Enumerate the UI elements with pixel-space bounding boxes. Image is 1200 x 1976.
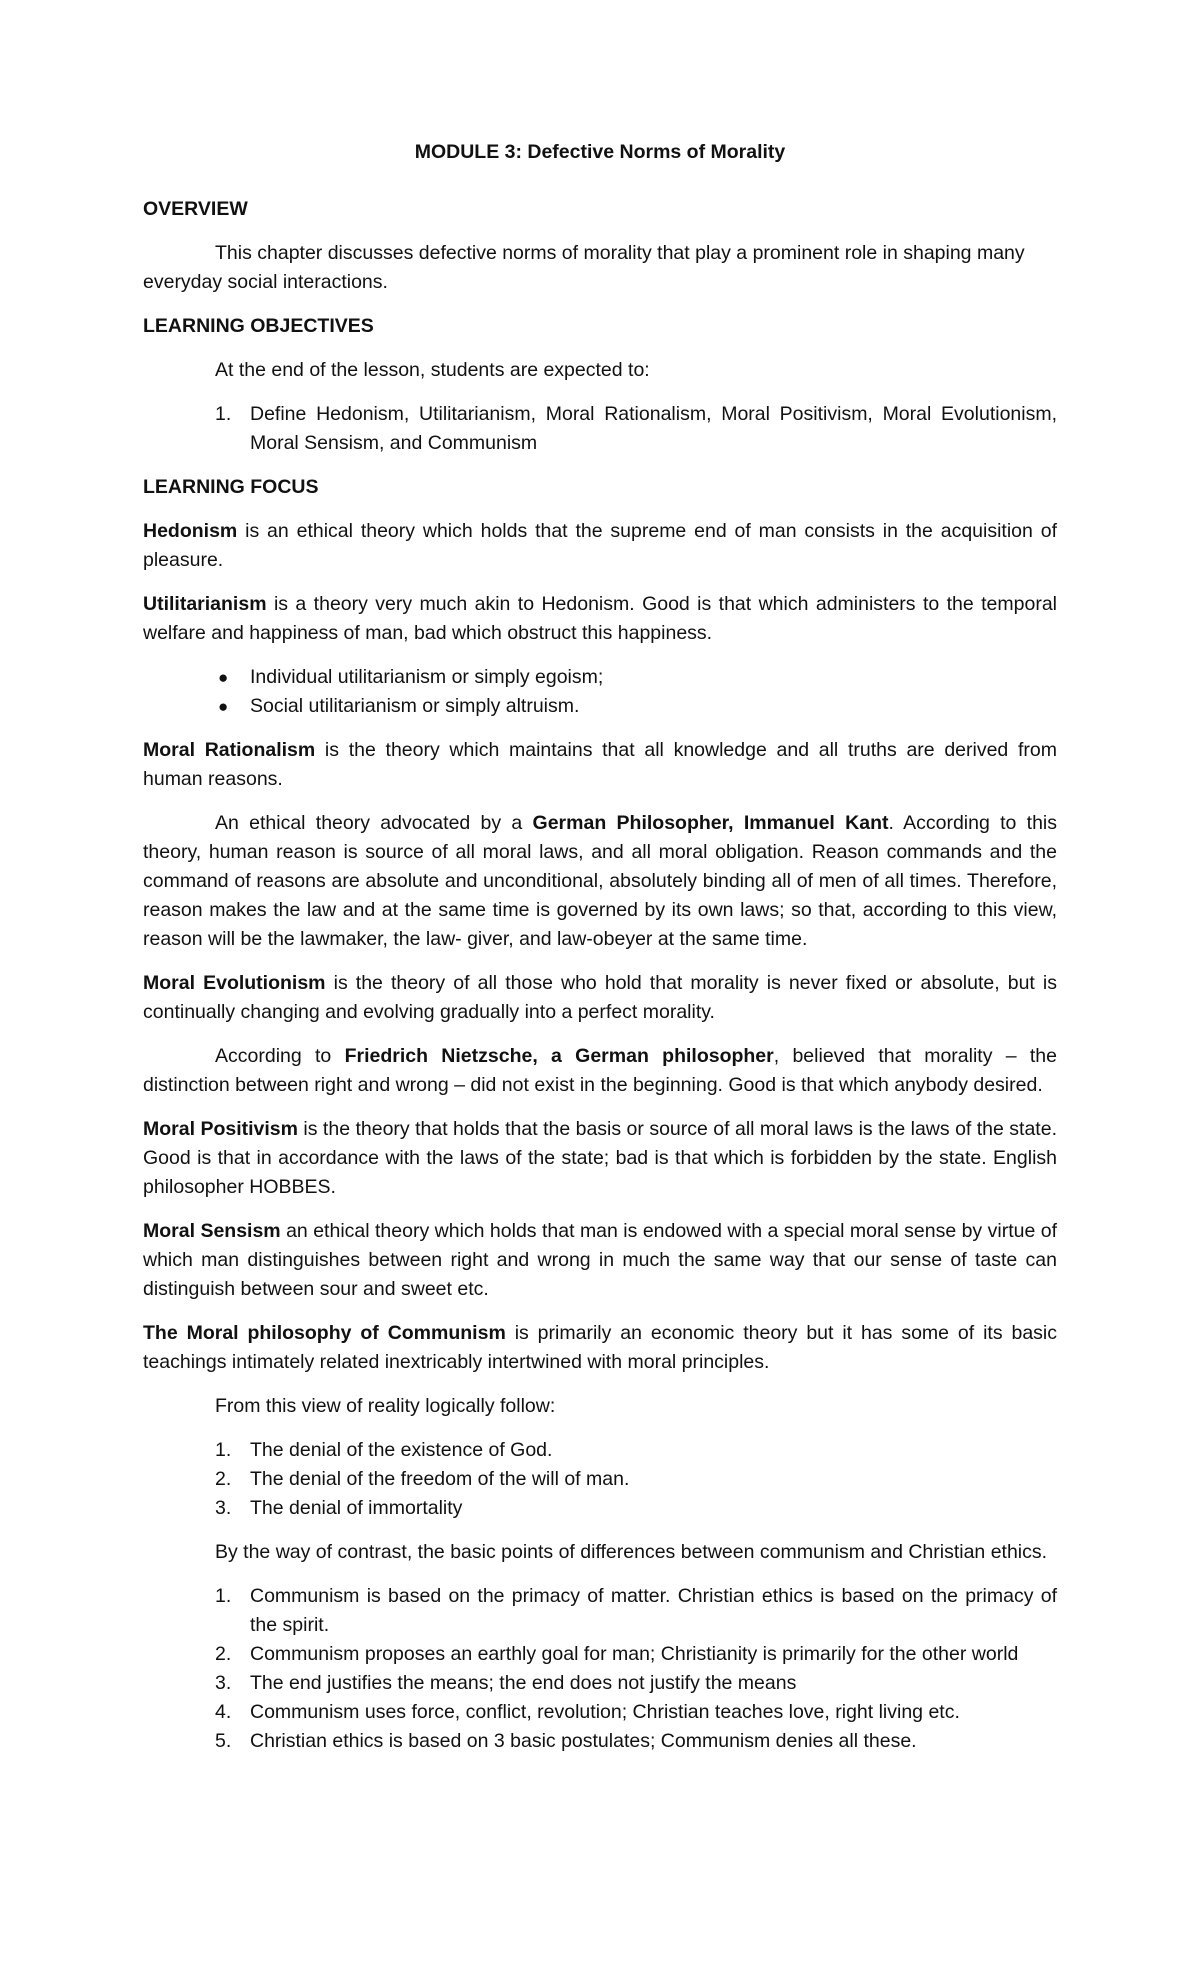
list-item (143, 1436, 1057, 1465)
list-marker: 5. (215, 1730, 232, 1752)
kant-paragraph (143, 809, 1057, 954)
list-item-text: Define Hedonism, Utilitarianism, Moral Rationalism, Moral Positivism, Moral Evolutionism, Moral Sensism, and Communism (250, 403, 1057, 454)
list-item-text: Social utilitarianism or simply altruism. (250, 695, 580, 717)
positivism-text: is the theory that holds that the basis or source of all moral laws is the laws of the state. Good is that in accordance with the laws of the state; bad is that which is forbidden by the state. English philosopher HOBBES. (143, 1118, 1057, 1198)
list-marker: 3. (215, 1672, 232, 1694)
list-marker: 1. (215, 1585, 232, 1607)
utilitarianism-term: Utilitarianism (143, 593, 267, 615)
kant-text-after: . According to this theory, human reason is source of all moral laws, and all moral obligation. Reason commands and the command of reasons are absolute and unconditional, absolutely binding all of men of all times. Therefore, reason makes the law and at the same time is governed by its own laws; so that, according to this view, reason will be the lawmaker, the law- giver, and law-obeyer at the same time. (143, 812, 1057, 950)
nietzsche-text-after: , believed that morality – the distinction between right and wrong – did not exist in the beginning. Good is that which anybody desired. (143, 1045, 1058, 1096)
positivism-term: Moral Positivism (143, 1118, 298, 1140)
objectives-list (143, 400, 1057, 458)
list-item-text: Christian ethics is based on 3 basic postulates; Communism denies all these. (250, 1730, 917, 1752)
follow-intro: From this view of reality logically follow: (215, 1395, 556, 1417)
kant-name: German Philosopher, Immanuel Kant (532, 812, 889, 834)
nietzsche-paragraph (143, 1042, 1057, 1100)
module-title: MODULE 3: Defective Norms of Morality (414, 141, 786, 163)
utilitarianism-text: is a theory very much akin to Hedonism. Good is that which administers to the temporal welfare and happiness of man, bad which obstruct this happiness. (143, 593, 1057, 644)
rationalism-paragraph (143, 736, 1057, 794)
list-marker: 2. (215, 1643, 232, 1665)
sensism-term: Moral Sensism (143, 1220, 281, 1242)
list-item (143, 400, 1057, 458)
contrast-intro: By the way of contrast, the basic points of differences between communism and Christian ethics. (215, 1541, 1048, 1563)
evolutionism-text: is the theory of all those who hold that morality is never fixed or absolute, but is continually changing and evolving gradually into a perfect morality. (143, 972, 1058, 1023)
overview-text: This chapter discusses defective norms of morality that play a prominent role in shaping many everyday social interactions. (143, 242, 1025, 293)
list-marker: 1. (215, 403, 232, 425)
objectives-heading: LEARNING OBJECTIVES (143, 315, 374, 337)
list-item (143, 692, 1057, 721)
list-marker: 1. (215, 1439, 232, 1461)
hedonism-text: is an ethical theory which holds that the supreme end of man consists in the acquisition of pleasure. (143, 520, 1057, 571)
list-item (143, 1727, 1057, 1756)
list-item (143, 1582, 1057, 1640)
list-item-text: Communism proposes an earthly goal for man; Christianity is primarily for the other world (250, 1643, 1019, 1665)
hedonism-paragraph (143, 517, 1057, 575)
utilitarianism-paragraph (143, 590, 1057, 648)
list-item-text: Communism uses force, conflict, revolution; Christian teaches love, right living etc. (250, 1701, 960, 1723)
overview-heading: OVERVIEW (143, 198, 248, 220)
list-item-text: The end justifies the means; the end does not justify the means (250, 1672, 797, 1694)
follow-list (143, 1436, 1057, 1523)
nietzsche-name: Friedrich Nietzsche, a German philosopher (344, 1045, 774, 1067)
utilitarianism-bullets (143, 663, 1057, 721)
communism-term: The Moral philosophy of Communism (143, 1322, 506, 1344)
hedonism-term: Hedonism (143, 520, 238, 542)
objectives-intro: At the end of the lesson, students are expected to: (215, 359, 650, 381)
sensism-text: an ethical theory which holds that man is endowed with a special moral sense by virtue of which man distinguishes between right and wrong in much the same way that our sense of taste can distinguish between sour and sweet etc. (143, 1220, 1057, 1300)
rationalism-text: is the theory which maintains that all knowledge and all truths are derived from human reasons. (143, 739, 1057, 790)
evolutionism-paragraph (143, 969, 1057, 1027)
list-item-text: Communism is based on the primacy of matter. Christian ethics is based on the primacy of the spirit. (250, 1585, 1057, 1636)
list-item (143, 663, 1057, 692)
rationalism-term: Moral Rationalism (143, 739, 316, 761)
list-marker: 3. (215, 1497, 232, 1519)
communism-paragraph (143, 1319, 1057, 1377)
list-item (143, 1640, 1057, 1669)
bullet-icon: ● (218, 668, 229, 687)
communism-text: is primarily an economic theory but it has some of its basic teachings intimately related inextricably intertwined with moral principles. (143, 1322, 1058, 1373)
contrast-list (143, 1582, 1057, 1756)
evolutionism-term: Moral Evolutionism (143, 972, 326, 994)
kant-text-before: An ethical theory advocated by a (215, 812, 533, 834)
list-item-text: The denial of the freedom of the will of man. (250, 1468, 630, 1490)
nietzsche-text-before: According to (215, 1045, 345, 1067)
bullet-icon: ● (218, 697, 229, 716)
list-item (143, 1698, 1057, 1727)
list-marker: 2. (215, 1468, 232, 1490)
focus-heading: LEARNING FOCUS (143, 476, 319, 498)
sensism-paragraph (143, 1217, 1057, 1304)
list-item-text: Individual utilitarianism or simply egoism; (250, 666, 604, 688)
list-marker: 4. (215, 1701, 232, 1723)
list-item (143, 1494, 1057, 1523)
list-item (143, 1465, 1057, 1494)
list-item (143, 1669, 1057, 1698)
list-item-text: The denial of the existence of God. (250, 1439, 553, 1461)
positivism-paragraph (143, 1115, 1057, 1202)
list-item-text: The denial of immortality (250, 1497, 463, 1519)
